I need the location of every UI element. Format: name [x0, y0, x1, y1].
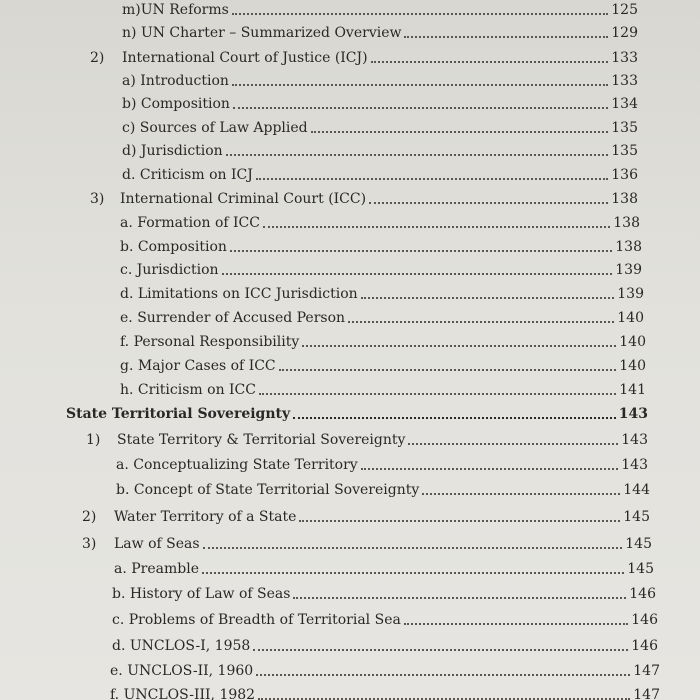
toc-entry-title: UNCLOS-III, 1982: [123, 687, 256, 700]
toc-entry-page: 141: [619, 382, 646, 398]
toc-entry-number: f.: [120, 334, 130, 350]
toc-entry-title: UN Reforms: [140, 2, 229, 18]
toc-entry-title: Problems of Breadth of Territorial Sea: [128, 612, 401, 628]
dot-leader: [404, 36, 608, 38]
toc-entry-number: a): [122, 73, 136, 89]
toc-entry-number: 1): [86, 432, 101, 448]
toc-entry-page: 140: [617, 310, 644, 326]
dot-leader: [232, 84, 608, 86]
toc-entry-title: Preamble: [131, 561, 199, 577]
toc-entry-page: 147: [633, 687, 660, 700]
dot-leader: [348, 321, 614, 323]
toc-entry-number: b.: [120, 239, 134, 255]
toc-entry: [120, 357, 646, 375]
toc-entry-page: 143: [621, 457, 648, 473]
toc-entry-page: 133: [611, 50, 638, 66]
toc-entry-title: Surrender of Accused Person: [137, 310, 346, 326]
dot-leader: [404, 623, 628, 625]
toc-entry: [120, 285, 644, 303]
dot-leader: [293, 597, 626, 599]
toc-entry-title: Criticism on ICJ: [139, 167, 253, 183]
toc-entry-number: c.: [120, 262, 133, 278]
dot-leader: [202, 572, 624, 574]
toc-entry-number: a.: [116, 457, 129, 473]
dot-leader: [371, 61, 609, 63]
toc-entry-page: 147: [633, 663, 660, 679]
toc-entry: [82, 535, 652, 553]
toc-entry-number: 2): [82, 509, 97, 525]
toc-entry-number: d.: [112, 638, 126, 654]
toc-entry-title: Major Cases of ICC: [137, 358, 276, 374]
toc-entry-page: 144: [623, 482, 650, 498]
toc-entry-number: f.: [110, 687, 120, 700]
toc-entry-title: State Territory & Territorial Sovereignty: [117, 432, 406, 448]
toc-entry: [112, 637, 658, 655]
toc-entry: [122, 119, 638, 137]
toc-entry-title: UNCLOS-I, 1958: [129, 638, 251, 654]
toc-entry: [120, 214, 640, 232]
toc-entry-page: 135: [611, 120, 638, 136]
toc-entry-page: 146: [631, 638, 658, 654]
toc-entry-number: a.: [114, 561, 127, 577]
toc-entry-page: 139: [615, 262, 642, 278]
toc-entry-title: Water Territory of a State: [114, 509, 297, 525]
toc-entry-number: b.: [116, 482, 130, 498]
toc-entry-number: e.: [110, 663, 123, 679]
toc-entry-page: 134: [611, 96, 638, 112]
toc-entry-number: b.: [112, 586, 126, 602]
toc-entry: [122, 1, 638, 19]
toc-entry: [120, 333, 646, 351]
toc-entry-title: International Criminal Court (ICC): [120, 191, 367, 207]
toc-entry-title: Formation of ICC: [137, 215, 260, 231]
toc-entry: [90, 190, 638, 208]
toc-entry-number: n): [122, 25, 137, 41]
toc-entry-number: d.: [120, 286, 134, 302]
toc-entry: [122, 142, 638, 160]
toc-entry-title: Sources of Law Applied: [139, 120, 308, 136]
dot-leader: [259, 393, 616, 395]
toc-entry-page: 125: [611, 2, 638, 18]
dot-leader: [408, 443, 618, 445]
toc-entry-title: UN Charter – Summarized Overview: [140, 25, 402, 41]
toc-entry-title: UNCLOS-II, 1960: [127, 663, 254, 679]
dot-leader: [361, 297, 615, 299]
dot-leader: [233, 107, 608, 109]
toc-entry: [116, 456, 648, 474]
toc-entry-number: e.: [120, 310, 133, 326]
toc-entry-page: 145: [627, 561, 654, 577]
dot-leader: [311, 131, 609, 133]
toc-entry: [120, 238, 642, 256]
toc-entry-title: Limitations on ICC Jurisdiction: [137, 286, 358, 302]
toc-entry-number: m): [122, 2, 141, 18]
toc-entry: [120, 309, 644, 327]
toc-entry-title: Composition: [137, 239, 227, 255]
toc-entry: [82, 508, 650, 526]
dot-leader: [422, 493, 620, 495]
dot-leader: [361, 468, 619, 470]
toc-entry-page: 143: [621, 432, 648, 448]
toc-entry: [86, 431, 648, 449]
toc-entry-page: 133: [611, 73, 638, 89]
dot-leader: [253, 649, 628, 651]
toc-entry-title: Law of Seas: [114, 536, 200, 552]
toc-entry-title: Jurisdiction: [140, 143, 223, 159]
toc-entry-title: Concept of State Territorial Sovereignty: [133, 482, 420, 498]
toc-entry: [110, 686, 660, 700]
dot-leader: [256, 178, 608, 180]
toc-section-heading: [66, 405, 648, 423]
toc-entry: [122, 72, 638, 90]
toc-entry: [122, 24, 638, 42]
dot-leader: [203, 547, 623, 549]
toc-entry-title: Criticism on ICC: [137, 382, 256, 398]
dot-leader: [226, 154, 609, 156]
toc-entry: [112, 585, 656, 603]
toc-entry-number: d): [122, 143, 137, 159]
toc-entry-page: 140: [619, 334, 646, 350]
toc-entry-title: Jurisdiction: [136, 262, 219, 278]
toc-entry: [90, 49, 638, 67]
dot-leader: [369, 202, 608, 204]
toc-entry: [120, 261, 642, 279]
toc-entry-title: History of Law of Seas: [129, 586, 291, 602]
toc-entry-title: Conceptualizing State Territory: [133, 457, 358, 473]
toc-entry-page: 138: [615, 239, 642, 255]
toc-entry-page: 145: [625, 536, 652, 552]
toc-entry-page: 135: [611, 143, 638, 159]
toc-entry-number: b): [122, 96, 137, 112]
toc-entry-number: h.: [120, 382, 134, 398]
toc-entry: [114, 560, 654, 578]
toc-entry-number: 2): [90, 50, 105, 66]
toc-entry-page: 140: [619, 358, 646, 374]
toc-entry-number: c.: [112, 612, 125, 628]
toc-entry-page: 139: [617, 286, 644, 302]
dot-leader: [302, 345, 616, 347]
toc-entry-number: a.: [120, 215, 133, 231]
toc-entry-number: d.: [122, 167, 136, 183]
toc-entry-page: 136: [611, 167, 638, 183]
toc-entry: [110, 662, 660, 680]
toc-entry-title: International Court of Justice (ICJ): [122, 50, 368, 66]
toc-entry-number: g.: [120, 358, 134, 374]
toc-entry: [122, 95, 638, 113]
toc-entry-title: Introduction: [140, 73, 229, 89]
dot-leader: [279, 369, 617, 371]
toc-entry-number: c): [122, 120, 136, 136]
toc-entry-page: 146: [631, 612, 658, 628]
toc-entry-page: 146: [629, 586, 656, 602]
toc-entry-number: 3): [90, 191, 105, 207]
toc-entry-title: Composition: [140, 96, 230, 112]
toc-entry-page: 145: [623, 509, 650, 525]
dot-leader: [222, 273, 613, 275]
toc-entry: [120, 381, 646, 399]
toc-entry: [122, 166, 638, 184]
toc-entry: [116, 481, 650, 499]
dot-leader: [299, 520, 620, 522]
toc-entry-page: 138: [611, 191, 638, 207]
section-title: State Territorial Sovereignty: [66, 406, 291, 422]
toc-entry-title: Personal Responsibility: [133, 334, 300, 350]
dot-leader: [263, 226, 610, 228]
toc-entry-number: 3): [82, 536, 97, 552]
section-page: 143: [618, 406, 648, 422]
dot-leader: [232, 13, 608, 15]
dot-leader: [230, 250, 612, 252]
toc-entry-page: 138: [613, 215, 640, 231]
dot-leader: [256, 674, 630, 676]
toc-entry-page: 129: [611, 25, 638, 41]
dot-leader: [293, 417, 616, 419]
toc-entry: [112, 611, 658, 629]
